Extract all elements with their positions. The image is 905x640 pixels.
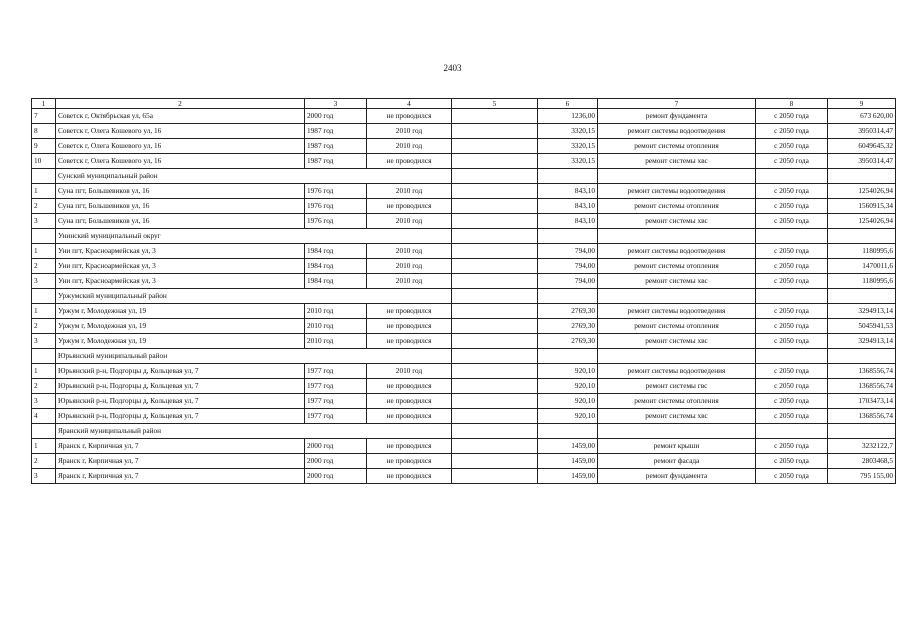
last-repair-cell: не проводился xyxy=(367,109,452,124)
last-repair-cell: 2010 год xyxy=(367,364,452,379)
planned-period-cell: с 2050 года xyxy=(756,259,828,274)
row-number-cell: 1 xyxy=(32,304,56,319)
table-row xyxy=(32,124,896,139)
cost-cell: 1368556,74 xyxy=(828,409,896,424)
work-type-cell: ремонт системы отопления xyxy=(598,199,756,214)
empty-cell xyxy=(538,424,598,439)
cost-cell: 1254026,94 xyxy=(828,214,896,229)
empty-cell xyxy=(452,364,538,379)
section-title: Уржумский муниципальный район xyxy=(56,289,452,304)
address-cell: Уни пгт, Красноармейская ул, 3 xyxy=(56,259,305,274)
empty-cell xyxy=(756,349,828,364)
row-number-cell: 7 xyxy=(32,109,56,124)
address-cell: Советск г, Олега Кошевого ул, 16 xyxy=(56,154,305,169)
work-type-cell: ремонт крыши xyxy=(598,439,756,454)
build-year-cell: 1987 год xyxy=(305,139,367,154)
table-row xyxy=(32,454,896,469)
empty-cell xyxy=(452,409,538,424)
area-cell: 2769,30 xyxy=(538,304,598,319)
work-type-cell: ремонт системы хвс xyxy=(598,154,756,169)
address-cell: Уржум г, Молодежная ул, 19 xyxy=(56,304,305,319)
work-type-cell: ремонт системы хвс xyxy=(598,409,756,424)
address-cell: Уржум г, Молодежная ул, 19 xyxy=(56,319,305,334)
address-cell: Советск г, Олега Кошевого ул, 16 xyxy=(56,139,305,154)
build-year-cell: 1976 год xyxy=(305,214,367,229)
cost-cell: 3950314,47 xyxy=(828,124,896,139)
last-repair-cell: не проводился xyxy=(367,469,452,484)
row-number-cell: 3 xyxy=(32,469,56,484)
table-row xyxy=(32,199,896,214)
empty-cell xyxy=(828,229,896,244)
work-type-cell: ремонт фундамента xyxy=(598,109,756,124)
address-cell: Советск г, Октябрьская ул, 65а xyxy=(56,109,305,124)
address-cell: Советск г, Олега Кошевого ул, 16 xyxy=(56,124,305,139)
area-cell: 843,10 xyxy=(538,214,598,229)
empty-cell xyxy=(598,349,756,364)
empty-cell xyxy=(32,229,56,244)
section-title: Сунский муниципальный район xyxy=(56,169,452,184)
section-header-row xyxy=(32,424,896,439)
row-number-cell: 2 xyxy=(32,379,56,394)
build-year-cell: 2010 год xyxy=(305,304,367,319)
build-year-cell: 1987 год xyxy=(305,124,367,139)
cost-cell: 1703473,14 xyxy=(828,394,896,409)
empty-cell xyxy=(452,154,538,169)
row-number-cell: 3 xyxy=(32,394,56,409)
planned-period-cell: с 2050 года xyxy=(756,334,828,349)
last-repair-cell: не проводился xyxy=(367,199,452,214)
area-cell: 920,10 xyxy=(538,409,598,424)
table-row xyxy=(32,154,896,169)
empty-cell xyxy=(452,139,538,154)
area-cell: 1236,00 xyxy=(538,109,598,124)
table-row xyxy=(32,334,896,349)
build-year-cell: 1977 год xyxy=(305,364,367,379)
work-type-cell: ремонт системы водоотведения xyxy=(598,364,756,379)
planned-period-cell: с 2050 года xyxy=(756,469,828,484)
area-cell: 920,10 xyxy=(538,394,598,409)
work-type-cell: ремонт системы отопления xyxy=(598,394,756,409)
address-cell: Уни пгт, Красноармейская ул, 3 xyxy=(56,274,305,289)
planned-period-cell: с 2050 года xyxy=(756,274,828,289)
section-header-row xyxy=(32,349,896,364)
area-cell: 1459,00 xyxy=(538,469,598,484)
planned-period-cell: с 2050 года xyxy=(756,139,828,154)
work-type-cell: ремонт системы водоотведения xyxy=(598,184,756,199)
empty-cell xyxy=(452,244,538,259)
area-cell: 794,00 xyxy=(538,244,598,259)
planned-period-cell: с 2050 года xyxy=(756,199,828,214)
build-year-cell: 1977 год xyxy=(305,379,367,394)
build-year-cell: 1976 год xyxy=(305,199,367,214)
table-row xyxy=(32,259,896,274)
cost-cell: 1368556,74 xyxy=(828,364,896,379)
repair-schedule-table xyxy=(31,98,896,484)
area-cell: 920,10 xyxy=(538,364,598,379)
build-year-cell: 2000 год xyxy=(305,469,367,484)
work-type-cell: ремонт системы хвс xyxy=(598,214,756,229)
empty-cell xyxy=(452,439,538,454)
planned-period-cell: с 2050 года xyxy=(756,304,828,319)
area-cell: 843,10 xyxy=(538,184,598,199)
address-cell: Яранск г, Кирпичная ул, 7 xyxy=(56,454,305,469)
cost-cell: 5045941,53 xyxy=(828,319,896,334)
last-repair-cell: не проводился xyxy=(367,409,452,424)
build-year-cell: 1987 год xyxy=(305,154,367,169)
cost-cell: 3232122,7 xyxy=(828,439,896,454)
empty-cell xyxy=(452,169,538,184)
planned-period-cell: с 2050 года xyxy=(756,109,828,124)
empty-cell xyxy=(538,169,598,184)
column-header: 2 xyxy=(56,99,305,109)
section-header-row xyxy=(32,229,896,244)
build-year-cell: 2000 год xyxy=(305,454,367,469)
build-year-cell: 2010 год xyxy=(305,319,367,334)
last-repair-cell: не проводился xyxy=(367,319,452,334)
empty-cell xyxy=(452,214,538,229)
table-row xyxy=(32,394,896,409)
cost-cell: 1560915,34 xyxy=(828,199,896,214)
row-number-cell: 1 xyxy=(32,184,56,199)
empty-cell xyxy=(452,454,538,469)
planned-period-cell: с 2050 года xyxy=(756,364,828,379)
empty-cell xyxy=(598,289,756,304)
table-row xyxy=(32,409,896,424)
empty-cell xyxy=(538,229,598,244)
empty-cell xyxy=(452,184,538,199)
row-number-cell: 3 xyxy=(32,214,56,229)
area-cell: 2769,30 xyxy=(538,319,598,334)
address-cell: Юрьянский р-н, Подгорцы д, Кольцевая ул, 7 xyxy=(56,409,305,424)
empty-cell xyxy=(452,334,538,349)
empty-cell xyxy=(452,259,538,274)
planned-period-cell: с 2050 года xyxy=(756,409,828,424)
section-title: Юрьянский муниципальный район xyxy=(56,349,452,364)
table-row xyxy=(32,109,896,124)
column-header: 6 xyxy=(538,99,598,109)
build-year-cell: 1977 год xyxy=(305,409,367,424)
section-header-row xyxy=(32,289,896,304)
row-number-cell: 9 xyxy=(32,139,56,154)
empty-cell xyxy=(452,349,538,364)
empty-cell xyxy=(828,289,896,304)
empty-cell xyxy=(452,469,538,484)
empty-cell xyxy=(32,289,56,304)
table-row xyxy=(32,274,896,289)
address-cell: Суна пгт, Большевиков ул, 16 xyxy=(56,199,305,214)
empty-cell xyxy=(598,229,756,244)
last-repair-cell: 2010 год xyxy=(367,214,452,229)
area-cell: 843,10 xyxy=(538,199,598,214)
planned-period-cell: с 2050 года xyxy=(756,319,828,334)
table-row xyxy=(32,379,896,394)
build-year-cell: 2000 год xyxy=(305,109,367,124)
empty-cell xyxy=(452,319,538,334)
empty-cell xyxy=(598,424,756,439)
row-number-cell: 3 xyxy=(32,274,56,289)
row-number-cell: 10 xyxy=(32,154,56,169)
planned-period-cell: с 2050 года xyxy=(756,394,828,409)
address-cell: Уржум г, Молодежная ул, 19 xyxy=(56,334,305,349)
work-type-cell: ремонт системы отопления xyxy=(598,319,756,334)
cost-cell: 3294913,14 xyxy=(828,304,896,319)
planned-period-cell: с 2050 года xyxy=(756,154,828,169)
table-row xyxy=(32,244,896,259)
column-header: 9 xyxy=(828,99,896,109)
work-type-cell: ремонт системы гвс xyxy=(598,379,756,394)
row-number-cell: 1 xyxy=(32,364,56,379)
column-header: 5 xyxy=(452,99,538,109)
work-type-cell: ремонт системы водоотведения xyxy=(598,304,756,319)
empty-cell xyxy=(452,379,538,394)
cost-cell: 1470011,6 xyxy=(828,259,896,274)
build-year-cell: 1984 год xyxy=(305,244,367,259)
last-repair-cell: 2010 год xyxy=(367,274,452,289)
empty-cell xyxy=(598,169,756,184)
last-repair-cell: 2010 год xyxy=(367,124,452,139)
last-repair-cell: не проводился xyxy=(367,334,452,349)
table-row xyxy=(32,214,896,229)
column-header: 4 xyxy=(367,99,452,109)
empty-cell xyxy=(452,109,538,124)
row-number-cell: 2 xyxy=(32,199,56,214)
empty-cell xyxy=(452,304,538,319)
table-row xyxy=(32,469,896,484)
table-row xyxy=(32,364,896,379)
work-type-cell: ремонт фундамента xyxy=(598,469,756,484)
last-repair-cell: не проводился xyxy=(367,439,452,454)
row-number-cell: 2 xyxy=(32,259,56,274)
planned-period-cell: с 2050 года xyxy=(756,379,828,394)
cost-cell: 3294913,14 xyxy=(828,334,896,349)
section-title: Унинский муниципальный округ xyxy=(56,229,452,244)
address-cell: Юрьянский р-н, Подгорцы д, Кольцевая ул, 7 xyxy=(56,394,305,409)
address-cell: Юрьянский р-н, Подгорцы д, Кольцевая ул, 7 xyxy=(56,379,305,394)
column-header: 1 xyxy=(32,99,56,109)
empty-cell xyxy=(756,229,828,244)
table-row xyxy=(32,139,896,154)
area-cell: 1459,00 xyxy=(538,454,598,469)
last-repair-cell: не проводился xyxy=(367,454,452,469)
area-cell: 1459,00 xyxy=(538,439,598,454)
last-repair-cell: не проводился xyxy=(367,154,452,169)
empty-cell xyxy=(452,424,538,439)
column-header: 3 xyxy=(305,99,367,109)
cost-cell: 673 620,00 xyxy=(828,109,896,124)
area-cell: 794,00 xyxy=(538,259,598,274)
planned-period-cell: с 2050 года xyxy=(756,244,828,259)
build-year-cell: 1977 год xyxy=(305,394,367,409)
last-repair-cell: не проводился xyxy=(367,379,452,394)
empty-cell xyxy=(452,289,538,304)
empty-cell xyxy=(828,424,896,439)
area-cell: 2769,30 xyxy=(538,334,598,349)
row-number-cell: 2 xyxy=(32,319,56,334)
cost-cell: 1254026,94 xyxy=(828,184,896,199)
work-type-cell: ремонт системы хвс xyxy=(598,274,756,289)
row-number-cell: 4 xyxy=(32,409,56,424)
area-cell: 3320,15 xyxy=(538,139,598,154)
address-cell: Суна пгт, Большевиков ул, 16 xyxy=(56,214,305,229)
build-year-cell: 1984 год xyxy=(305,274,367,289)
empty-cell xyxy=(828,169,896,184)
section-header-row xyxy=(32,169,896,184)
planned-period-cell: с 2050 года xyxy=(756,439,828,454)
empty-cell xyxy=(756,289,828,304)
cost-cell: 2803468,5 xyxy=(828,454,896,469)
address-cell: Юрьянский р-н, Подгорцы д, Кольцевая ул, 7 xyxy=(56,364,305,379)
row-number-cell: 1 xyxy=(32,244,56,259)
work-type-cell: ремонт системы отопления xyxy=(598,259,756,274)
empty-cell xyxy=(756,424,828,439)
address-cell: Яранск г, Кирпичная ул, 7 xyxy=(56,439,305,454)
empty-cell xyxy=(452,394,538,409)
cost-cell: 6049645,32 xyxy=(828,139,896,154)
column-header: 7 xyxy=(598,99,756,109)
table-body xyxy=(32,99,896,484)
empty-cell xyxy=(828,349,896,364)
work-type-cell: ремонт системы водоотведения xyxy=(598,124,756,139)
address-cell: Уни пгт, Красноармейская ул, 3 xyxy=(56,244,305,259)
table-row xyxy=(32,184,896,199)
empty-cell xyxy=(452,199,538,214)
empty-cell xyxy=(32,349,56,364)
build-year-cell: 2010 год xyxy=(305,334,367,349)
area-cell: 3320,15 xyxy=(538,124,598,139)
row-number-cell: 8 xyxy=(32,124,56,139)
row-number-cell: 1 xyxy=(32,439,56,454)
work-type-cell: ремонт фасада xyxy=(598,454,756,469)
empty-cell xyxy=(452,229,538,244)
planned-period-cell: с 2050 года xyxy=(756,184,828,199)
last-repair-cell: 2010 год xyxy=(367,184,452,199)
address-cell: Суна пгт, Большевиков ул, 16 xyxy=(56,184,305,199)
row-number-cell: 2 xyxy=(32,454,56,469)
empty-cell xyxy=(452,274,538,289)
planned-period-cell: с 2050 года xyxy=(756,124,828,139)
empty-cell xyxy=(32,424,56,439)
work-type-cell: ремонт системы водоотведения xyxy=(598,244,756,259)
last-repair-cell: 2010 год xyxy=(367,139,452,154)
address-cell: Яранск г, Кирпичная ул, 7 xyxy=(56,469,305,484)
planned-period-cell: с 2050 года xyxy=(756,454,828,469)
table-row xyxy=(32,319,896,334)
table-row xyxy=(32,304,896,319)
page-number: 2403 xyxy=(443,63,462,73)
area-cell: 794,00 xyxy=(538,274,598,289)
work-type-cell: ремонт системы отопления xyxy=(598,139,756,154)
build-year-cell: 1976 год xyxy=(305,184,367,199)
last-repair-cell: 2010 год xyxy=(367,259,452,274)
area-cell: 920,10 xyxy=(538,379,598,394)
area-cell: 3320,15 xyxy=(538,154,598,169)
cost-cell: 1180995,6 xyxy=(828,244,896,259)
empty-cell xyxy=(756,169,828,184)
build-year-cell: 1984 год xyxy=(305,259,367,274)
cost-cell: 1180995,6 xyxy=(828,274,896,289)
empty-cell xyxy=(32,169,56,184)
last-repair-cell: не проводился xyxy=(367,394,452,409)
table-row xyxy=(32,439,896,454)
row-number-cell: 3 xyxy=(32,334,56,349)
last-repair-cell: не проводился xyxy=(367,304,452,319)
cost-cell: 1368556,74 xyxy=(828,379,896,394)
build-year-cell: 2000 год xyxy=(305,439,367,454)
cost-cell: 795 155,00 xyxy=(828,469,896,484)
last-repair-cell: 2010 год xyxy=(367,244,452,259)
work-type-cell: ремонт системы хвс xyxy=(598,334,756,349)
section-title: Яранский муниципальный район xyxy=(56,424,452,439)
column-header: 8 xyxy=(756,99,828,109)
empty-cell xyxy=(538,349,598,364)
cost-cell: 3950314,47 xyxy=(828,154,896,169)
empty-cell xyxy=(538,289,598,304)
empty-cell xyxy=(452,124,538,139)
planned-period-cell: с 2050 года xyxy=(756,214,828,229)
column-number-header-row xyxy=(32,99,896,109)
